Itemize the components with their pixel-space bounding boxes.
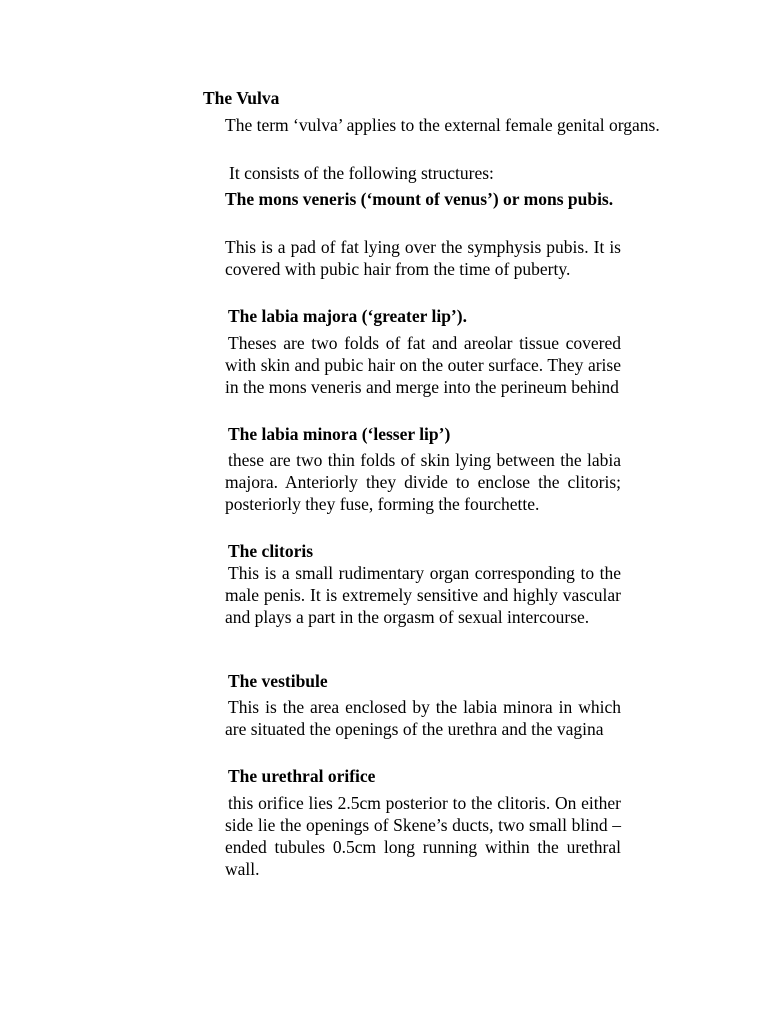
section-heading-mons: The mons veneris (‘mount of venus’) or mons pubis. [225, 189, 614, 209]
structures-intro: It consists of the following structures: [229, 163, 494, 183]
section-body-vestibule: This is the area enclosed by the labia minora in which are situated the openings of the urethra and the vagina [225, 697, 621, 739]
section-body-labia-majora: Theses are two folds of fat and areolar tissue covered with skin and pubic hair on the outer surface. They arise in the mons veneris and merge into the perineum behind [225, 333, 621, 397]
section-heading-labia-minora: The labia minora (‘lesser lip’) [228, 424, 451, 444]
section-heading-clitoris: The clitoris [228, 541, 314, 561]
section-heading-urethral-orifice: The urethral orifice [228, 766, 376, 786]
intro-paragraph: The term ‘vulva’ applies to the external female genital organs. [225, 115, 660, 135]
section-body-urethral-orifice: this orifice lies 2.5cm posterior to the clitoris. On either side lie the openings of Skene’s ducts, two small blind –ended tubules 0.5cm long running within the urethral wall. [225, 793, 621, 879]
section-heading-labia-majora: The labia majora (‘greater lip’). [228, 306, 467, 326]
section-heading-vestibule: The vestibule [228, 671, 328, 691]
section-body-mons: This is a pad of fat lying over the symphysis pubis. It is covered with pubic hair from the time of puberty. [225, 237, 621, 279]
section-body-labia-minora: these are two thin folds of skin lying between the labia majora. Anteriorly they divide to enclose the clitoris; posteriorly they fuse, forming the fourchette. [225, 450, 621, 514]
document-title: The Vulva [203, 88, 280, 108]
section-body-clitoris: This is a small rudimentary organ corresponding to the male penis. It is extremely sensitive and highly vascular and plays a part in the orgasm of sexual intercourse. [225, 563, 621, 627]
